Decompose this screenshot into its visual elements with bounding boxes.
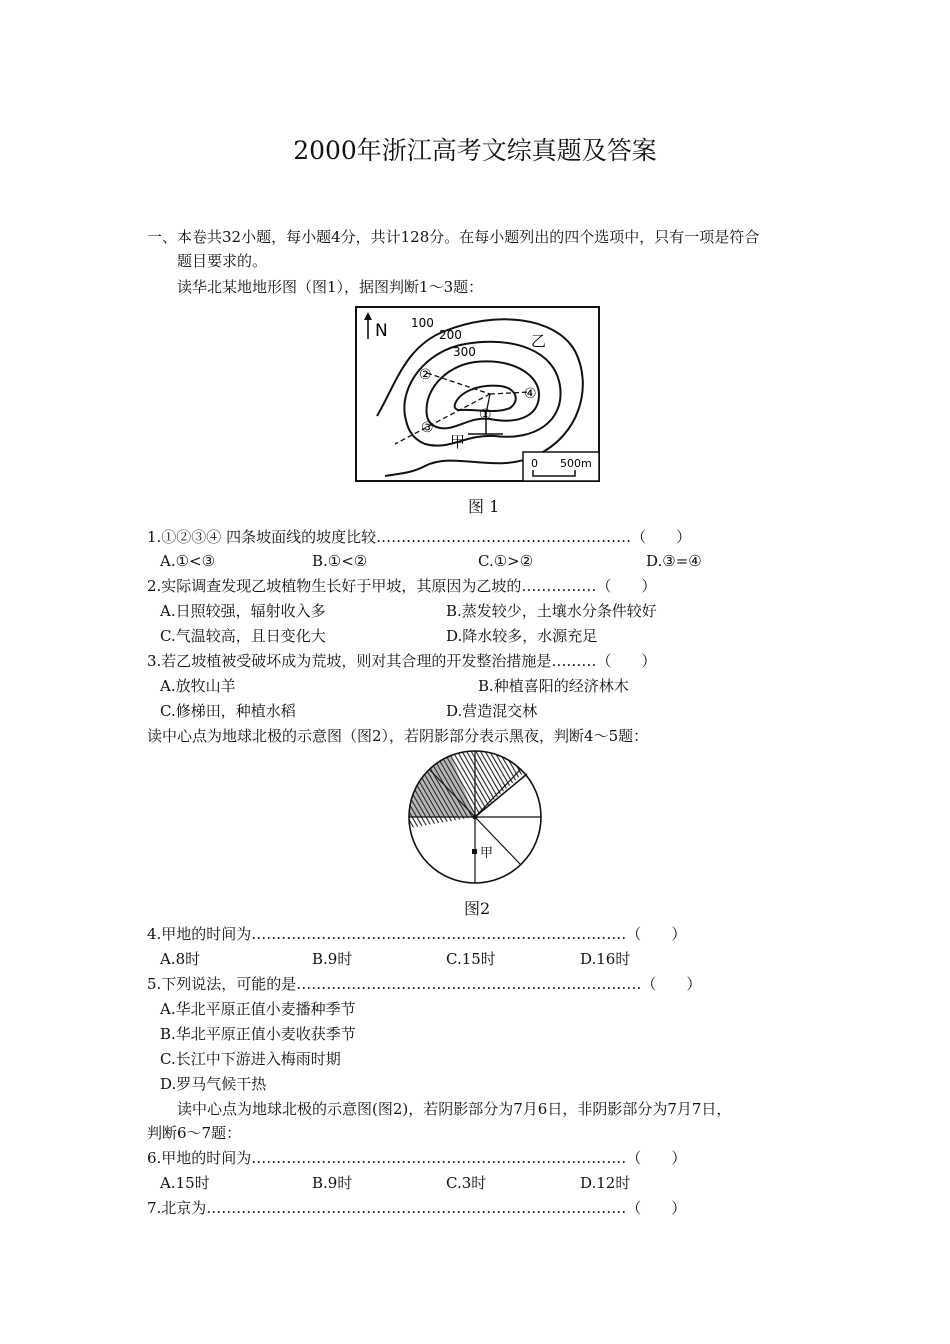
read-figure2-instruction-2-line2: 判断6～7题： bbox=[147, 1124, 242, 1142]
read-figure2-instruction-2-line1: 读中心点为地球北极的示意图(图2)，若阴影部分为7月6日，非阴影部分为7月7日， bbox=[177, 1100, 732, 1118]
figure1-caption: 图 1 bbox=[468, 497, 500, 516]
question-6-option-c: C.3时 bbox=[446, 1174, 487, 1192]
question-2-option-b: B.蒸发较少，土壤水分条件较好 bbox=[446, 602, 657, 620]
question-3-stem: 3.若乙坡植被受破坏成为荒坡，则对其合理的开发整治措施是………（ ） bbox=[147, 652, 657, 670]
question-4-option-d: D.16时 bbox=[580, 950, 631, 968]
question-6-option-b: B.9时 bbox=[312, 1174, 353, 1192]
question-4-option-a: A.8时 bbox=[160, 950, 201, 968]
question-1-option-a: A.①<③ bbox=[160, 552, 216, 570]
question-6-stem: 6.甲地的时间为…………………………………………………………………（ ） bbox=[147, 1149, 687, 1167]
map-label-yi: 乙 bbox=[531, 332, 547, 350]
map-label-circle-2: ② bbox=[419, 367, 432, 383]
question-7-stem: 7.北京为…………………………………………………………………………（ ） bbox=[147, 1199, 687, 1217]
question-2-option-c: C.气温较高，且日变化大 bbox=[160, 627, 326, 645]
question-1-option-b: B.①<② bbox=[312, 552, 368, 570]
read-figure2-instruction: 读中心点为地球北极的示意图（图2），若阴影部分表示黑夜，判断4～5题： bbox=[147, 727, 649, 745]
north-label: N bbox=[375, 321, 388, 341]
question-5-option-a: A.华北平原正值小麦播种季节 bbox=[160, 1000, 356, 1018]
question-3-option-a: A.放牧山羊 bbox=[160, 677, 236, 695]
question-4-option-c: C.15时 bbox=[446, 950, 496, 968]
question-1-option-c: C.①>② bbox=[478, 552, 534, 570]
question-2-option-d: D.降水较多，水源充足 bbox=[446, 627, 598, 645]
figure2-label-jia: 甲 bbox=[480, 846, 494, 861]
contour-label-200: 200 bbox=[439, 328, 462, 342]
map-label-circle-3: ③ bbox=[421, 420, 434, 436]
question-1-option-d: D.③=④ bbox=[646, 552, 702, 570]
jia-location-marker bbox=[472, 849, 477, 854]
figure2-caption: 图2 bbox=[464, 899, 491, 918]
read-figure1-instruction: 读华北某地地形图（图1），据图判断1～3题： bbox=[177, 278, 484, 296]
map-label-circle-4: ④ bbox=[524, 386, 537, 402]
question-5-option-d: D.罗马气候干热 bbox=[160, 1075, 267, 1093]
scale-zero: 0 bbox=[531, 457, 538, 470]
question-5-stem: 5.下列说法，可能的是……………………………………………………………（ ） bbox=[147, 975, 702, 993]
figure1-topographic-map bbox=[355, 306, 600, 482]
contour-label-300: 300 bbox=[453, 345, 476, 359]
question-6-option-a: A.15时 bbox=[160, 1174, 210, 1192]
question-3-option-c: C.修梯田，种植水稻 bbox=[160, 702, 296, 720]
question-5-option-c: C.长江中下游进入梅雨时期 bbox=[160, 1050, 341, 1068]
question-2-stem: 2.实际调查发现乙坡植物生长好于甲坡，其原因为乙坡的……………（ ） bbox=[147, 577, 657, 595]
section-intro-line2: 题目要求的。 bbox=[177, 252, 268, 270]
page-title: 2000年浙江高考文综真题及答案 bbox=[293, 136, 657, 165]
question-2-option-a: A.日照较强，辐射收入多 bbox=[160, 602, 326, 620]
map-label-jia: 甲 bbox=[450, 433, 466, 451]
question-4-option-b: B.9时 bbox=[312, 950, 353, 968]
question-5-option-b: B.华北平原正值小麦收获季节 bbox=[160, 1025, 356, 1043]
question-6-option-d: D.12时 bbox=[580, 1174, 631, 1192]
question-4-stem: 4.甲地的时间为…………………………………………………………………（ ） bbox=[147, 925, 687, 943]
scale-distance: 500m bbox=[560, 457, 592, 470]
map-label-circle-1: ① bbox=[479, 407, 492, 423]
contour-label-100: 100 bbox=[411, 316, 434, 330]
question-3-option-d: D.营造混交林 bbox=[446, 702, 538, 720]
question-3-option-b: B.种植喜阳的经济林木 bbox=[478, 677, 629, 695]
figure2-north-pole-diagram bbox=[404, 748, 554, 890]
question-1-stem: 1.①②③④ 四条坡面线的坡度比较……………………………………………（ ） bbox=[147, 528, 692, 546]
north-pole-center-point bbox=[473, 815, 478, 820]
section-intro-line1: 一、本卷共32小题，每小题4分，共计128分。在每小题列出的四个选项中，只有一项是符合 bbox=[147, 228, 760, 246]
